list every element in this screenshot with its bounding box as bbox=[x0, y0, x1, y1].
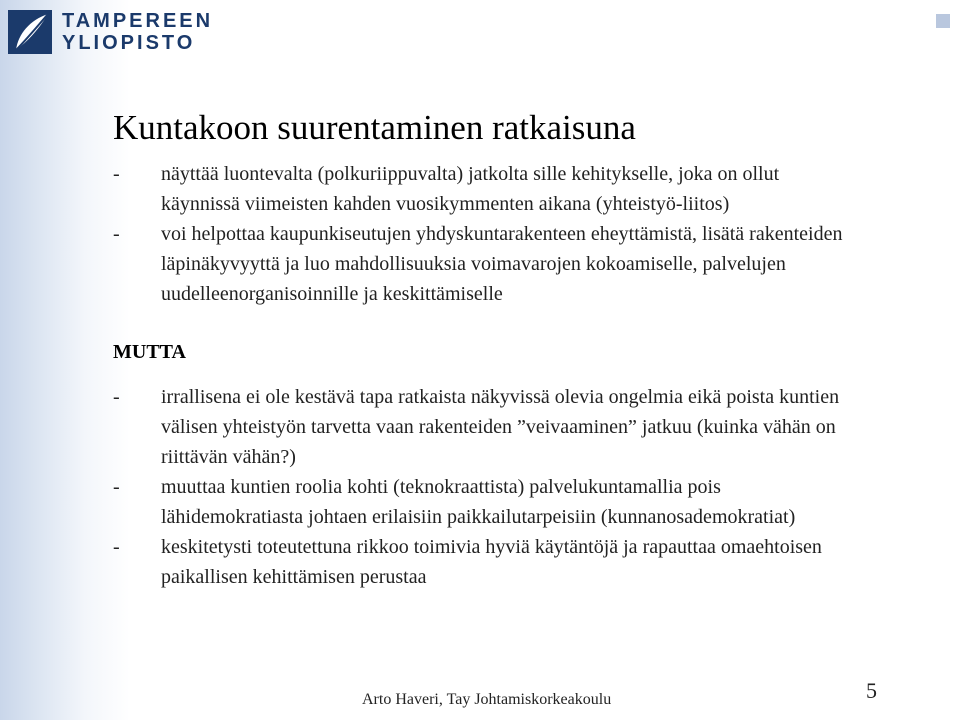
bullet-text: keskitetysti toteutettuna rikkoo toimivia hyviä käytäntöjä ja rapauttaa omaehtoisen paikallisen kehittämisen perustaa bbox=[161, 536, 822, 588]
bullet-item bbox=[113, 472, 851, 532]
bullet-list-advantages bbox=[113, 159, 851, 309]
slide-title: Kuntakoon suurentaminen ratkaisuna bbox=[113, 108, 636, 147]
logo-wordmark bbox=[62, 10, 213, 54]
corner-decoration bbox=[936, 14, 950, 28]
university-logo bbox=[8, 10, 213, 54]
bullet-dash: - bbox=[113, 386, 120, 408]
slide-footer: Arto Haveri, Tay Johtamiskorkeakoulu bbox=[362, 691, 612, 708]
logo-line-1: TAMPEREEN bbox=[62, 10, 214, 32]
bullet-text: näyttää luontevalta (polkuriippuvalta) jatkolta sille kehitykselle, joka on ollut käynnissä viimeisten kahden vuosikymmenten aikana (yhteistyö-liitos) bbox=[161, 163, 780, 215]
bullet-dash: - bbox=[113, 223, 120, 245]
bullet-text: voi helpottaa kaupunkiseutujen yhdyskuntarakenteen eheyttämistä, lisätä rakenteiden läpinäkyvyyttä ja luo mahdollisuuksia voimavarojen kokoamiselle, palvelujen uudelleenorganisoinnille ja keskittämiselle bbox=[161, 223, 843, 305]
bullet-dash: - bbox=[113, 476, 120, 498]
bullet-item bbox=[113, 382, 851, 472]
bullet-list-drawbacks bbox=[113, 382, 851, 592]
bullet-dash: - bbox=[113, 163, 120, 185]
tampere-leaf-icon bbox=[8, 10, 52, 54]
bullet-text: muuttaa kuntien roolia kohti (teknokraattista) palvelukuntamallia pois lähidemokratiasta johtaen erilaisiin paikkailutarpeisiin (kunnanosademokratiat) bbox=[161, 476, 796, 528]
bullet-text: irrallisena ei ole kestävä tapa ratkaista näkyvissä olevia ongelmia eikä poista kuntien välisen yhteistyön tarvetta vaan rakenteiden ”veivaaminen” jatkuu (kuinka vähän on riittävän vähän?) bbox=[161, 386, 840, 468]
bullet-item bbox=[113, 219, 851, 309]
mutta-heading: MUTTA bbox=[113, 341, 186, 363]
bullet-item bbox=[113, 532, 851, 592]
bullet-dash: - bbox=[113, 536, 120, 558]
logo-line-2: YLIOPISTO bbox=[62, 32, 196, 54]
page-number: 5 bbox=[866, 678, 877, 703]
bullet-item bbox=[113, 159, 851, 219]
